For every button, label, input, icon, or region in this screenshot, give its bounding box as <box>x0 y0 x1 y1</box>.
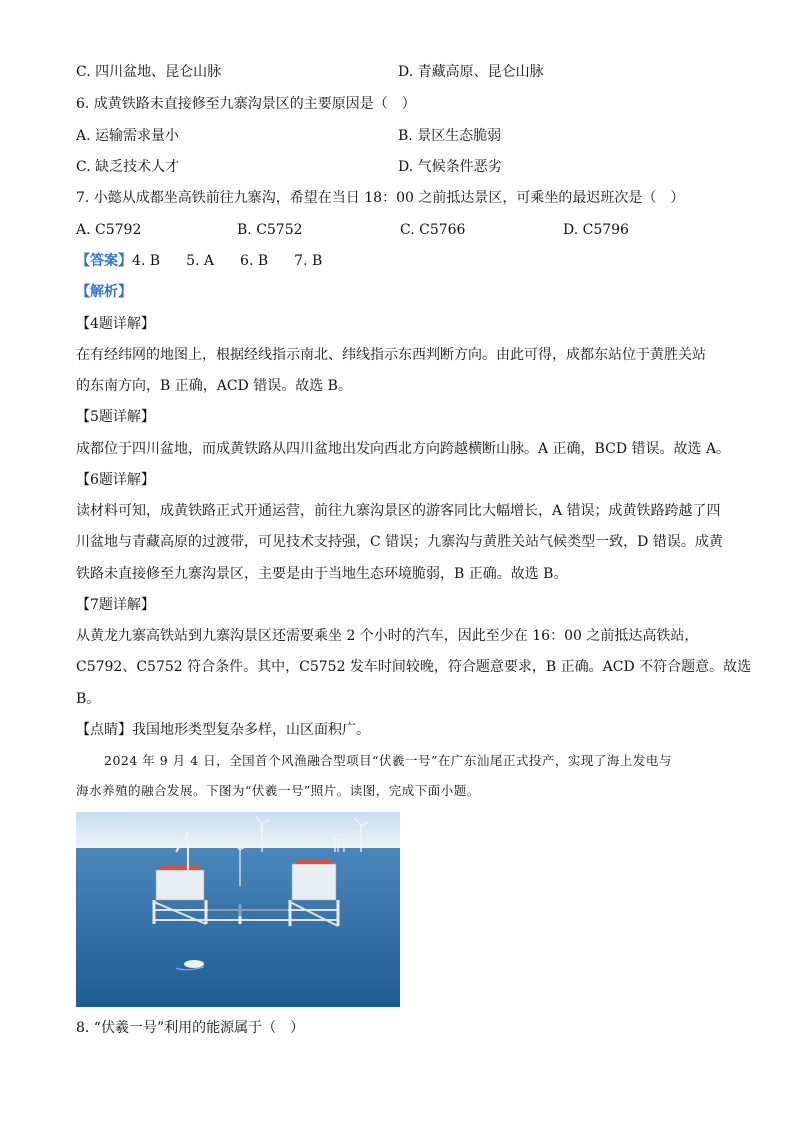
answer-line <box>76 252 348 270</box>
q6-option-a: A. 运输需求量小 <box>76 128 180 144</box>
q6-heading: 【6题详解】 <box>76 472 155 488</box>
answer-item: 4. B <box>132 253 161 269</box>
q7-heading: 【7题详解】 <box>76 597 155 613</box>
q4-text-line: 在有经纬网的地图上，根据经线指示南北、纬线指示东西判断方向。由此可得，成都东站位于黄胜关站 <box>76 347 706 363</box>
material-text-line: 2024 年 9 月 4 日，全国首个风渔融合型项目“伏羲一号”在广东汕尾正式投产，实现了海上发电与 <box>104 753 672 768</box>
answer-items <box>132 253 348 269</box>
q6-text-line: 川盆地与青藏高原的过渡带，可见技术支持强，C 错误；九寨沟与黄胜关站气候类型一致，D 错误。成黄 <box>76 534 723 550</box>
q5-option-c: C. 四川盆地、昆仑山脉 <box>76 64 222 80</box>
q5-heading: 【5题详解】 <box>76 409 155 425</box>
answer-item: 6. B <box>240 253 269 269</box>
q6-stem: 6. 成黄铁路未直接修至九寨沟景区的主要原因是（ ） <box>76 96 416 112</box>
answer-tag: 【答案】 <box>76 253 132 269</box>
fuxi-photo <box>76 812 400 1007</box>
q4-heading: 【4题详解】 <box>76 316 155 332</box>
q6-option-d: D. 气候条件恶劣 <box>398 159 502 175</box>
q7-option-b: B. C5752 <box>237 222 303 238</box>
q6-option-b: B. 景区生态脆弱 <box>398 128 502 144</box>
q7-option-c: C. C5766 <box>400 222 466 238</box>
q6-text-line: 铁路未直接修至九寨沟景区，主要是由于当地生态环境脆弱，B 正确。故选 B。 <box>76 566 568 582</box>
tip-line: 【点睛】我国地形类型复杂多样，山区面积广。 <box>76 722 370 738</box>
answer-item: 5. A <box>186 253 215 269</box>
q7-text-line: B。 <box>76 691 101 707</box>
material-text-line: 海水养殖的融合发展。下图为“伏羲一号”照片。读图，完成下面小题。 <box>76 783 480 798</box>
q7-option-d: D. C5796 <box>563 222 629 238</box>
q6-text-line: 读材料可知，成黄铁路正式开通运营，前往九寨沟景区的游客同比大幅增长，A 错误；成黄铁路跨越了四 <box>76 503 721 519</box>
q7-option-a: A. C5792 <box>76 222 142 238</box>
q4-text-line: 的东南方向，B 正确，ACD 错误。故选 B。 <box>76 378 352 394</box>
q5-option-d: D. 青藏高原、昆仑山脉 <box>398 64 544 80</box>
analysis-tag: 【解析】 <box>76 284 132 300</box>
answer-item: 7. B <box>294 253 323 269</box>
q7-stem: 7. 小懿从成都坐高铁前往九寨沟，希望在当日 18：00 之前抵达景区，可乘坐的最迟班次是（ ） <box>76 190 685 206</box>
q7-text-line: 从黄龙九寨高铁站到九寨沟景区还需要乘坐 2 个小时的汽车，因此至少在 16：00 之前抵达高铁站， <box>76 628 699 644</box>
q5-text-line: 成都位于四川盆地，而成黄铁路从四川盆地出发向西北方向跨越横断山脉。A 正确，BCD 错误。故选 A。 <box>76 441 731 457</box>
q6-option-c: C. 缺乏技术人才 <box>76 159 180 175</box>
q7-text-line: C5792、C5752 符合条件。其中，C5752 发车时间较晚，符合题意要求，B 正确。ACD 不符合题意。故选 <box>76 659 752 675</box>
q8-stem: 8. “伏羲一号”利用的能源属于（ ） <box>76 1020 305 1036</box>
